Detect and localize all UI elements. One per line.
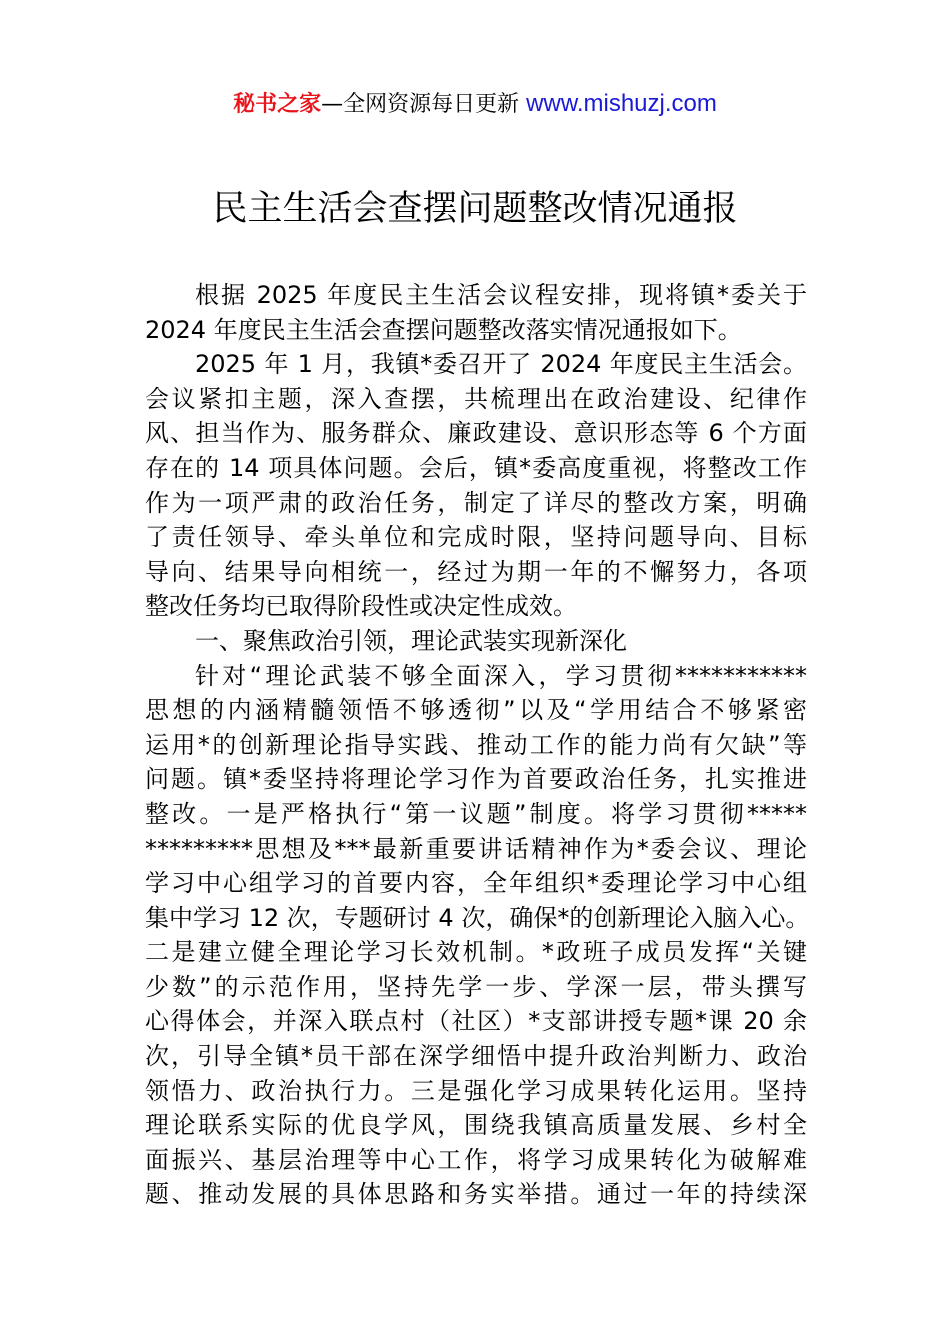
- text-line: 了责任领导、牵头单位和完成时限，坚持问题导向、目标: [145, 523, 807, 552]
- document-title: 民主生活会查摆问题整改情况通报: [212, 189, 738, 229]
- text-line: 针对“理论武装不够全面深入，学习贯彻***********: [195, 661, 807, 690]
- text-line: 2024 年度民主生活会查摆问题整改落实情况通报如下。: [145, 315, 742, 344]
- text-line: 少数”的示范作用，坚持先学一步、学深一层，带头撰写: [145, 972, 807, 1001]
- brand-name: 秘书之家: [233, 92, 322, 117]
- text-line: *********思想及***最新重要讲话精神作为*委会议、理论: [145, 834, 807, 863]
- text-line: 会议紧扣主题，深入查摆，共梳理出在政治建设、纪律作: [145, 384, 807, 413]
- site-banner: [0, 88, 950, 121]
- banner-tagline: —全网资源每日更新: [321, 92, 527, 117]
- text-line: 作为一项严肃的政治任务，制定了详尽的整改方案，明确: [145, 488, 807, 517]
- site-url-link[interactable]: www.mishuzj.com: [526, 90, 717, 117]
- text-line: 导向、结果导向相统一，经过为期一年的不懈努力，各项: [145, 557, 807, 586]
- text-line: 整改。一是严格执行“第一议题”制度。将学习贯彻*****: [145, 799, 807, 828]
- text-line: 领悟力、政治执行力。三是强化学习成果转化运用。坚持: [145, 1076, 807, 1105]
- text-line: 根据 2025 年度民主生活会议程安排，现将镇*委关于: [195, 281, 807, 309]
- text-line: 理论联系实际的优良学风，围绕我镇高质量发展、乡村全: [145, 1111, 807, 1140]
- text-line: 面振兴、基层治理等中心工作，将学习成果转化为破解难: [145, 1145, 807, 1174]
- text-line: 存在的 14 项具体问题。会后，镇*委高度重视，将整改工作: [145, 453, 807, 482]
- text-line: 2025 年 1 月，我镇*委召开了 2024 年度民主生活会。: [195, 350, 807, 379]
- text-line: 问题。镇*委坚持将理论学习作为首要政治任务，扎实推进: [145, 765, 807, 794]
- text-line: 整改任务均已取得阶段性或决定性成效。: [145, 592, 577, 621]
- text-line: 心得体会，并深入联点村（社区）*支部讲授专题*课 20 余: [145, 1007, 807, 1036]
- text-line: 二是建立健全理论学习长效机制。*政班子成员发挥“关键: [145, 938, 807, 967]
- text-line: 次，引导全镇*员干部在深学细悟中提升政治判断力、政治: [145, 1042, 807, 1071]
- text-line: 风、担当作为、服务群众、廉政建设、意识形态等 6 个方面: [145, 419, 807, 448]
- text-line: 思想的内涵精髓领悟不够透彻”以及“学用结合不够紧密: [145, 696, 807, 725]
- text-line: 运用*的创新理论指导实践、推动工作的能力尚有欠缺”等: [145, 730, 807, 759]
- document-body: [145, 278, 810, 1212]
- text-line: 集中学习 12 次，专题研讨 4 次，确保*的创新理论入脑入心。: [145, 903, 810, 932]
- text-line: 题、推动发展的具体思路和务实举措。通过一年的持续深: [145, 1180, 807, 1209]
- text-line: 学习中心组学习的首要内容，全年组织*委理论学习中心组: [145, 869, 807, 898]
- text-line: 一、聚焦政治引领，理论武装实现新深化: [195, 626, 627, 655]
